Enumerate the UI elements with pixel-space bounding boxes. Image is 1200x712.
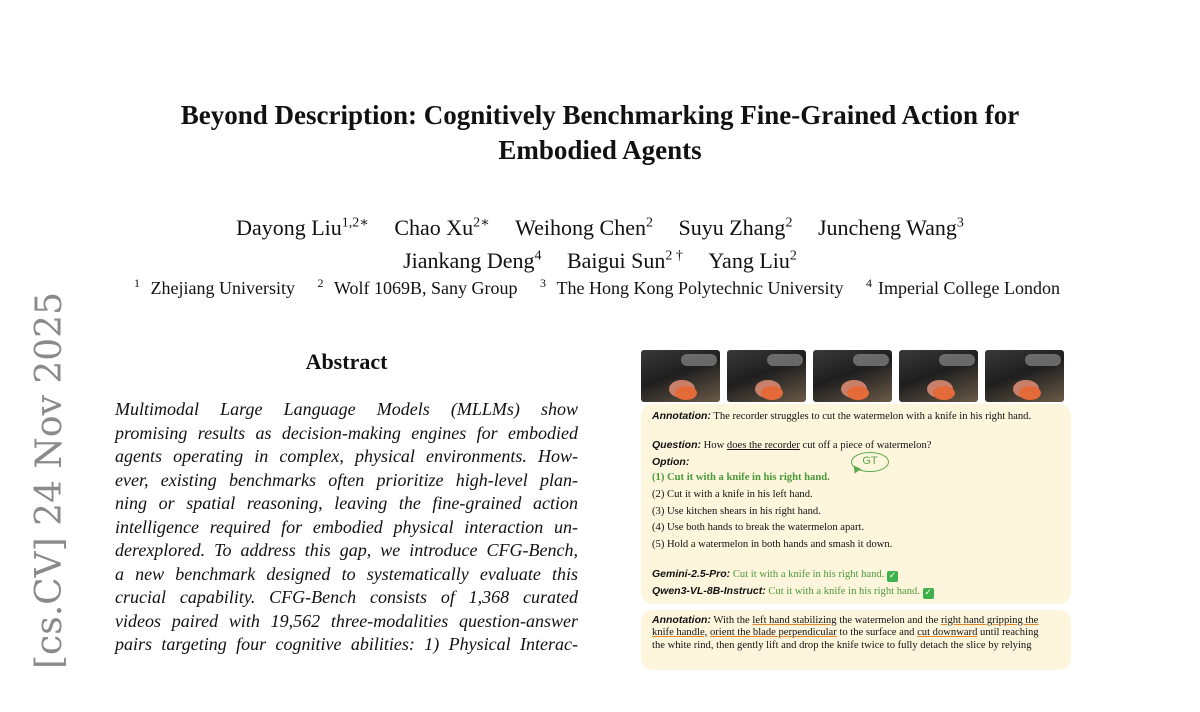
abstract-line: ever, existing benchmarks often prioritize high-level plan- [115, 469, 578, 490]
gt-bubble: GT [851, 452, 889, 472]
check-icon: ✓ [924, 588, 932, 598]
arxiv-stamp: [cs.CV] 24 Nov 2025 [29, 292, 70, 669]
author-line-2 [0, 242, 1200, 274]
video-frame-image [641, 350, 720, 402]
abstract-line: ning or spatial reasoning, leaving the fine-grained action [115, 493, 578, 513]
model-1-answer: Gemini-2.5-Pro: Cut it with a knife in his right hand. ✓ [652, 568, 897, 581]
abstract-line: a new benchmark designed to systematically evaluate this [115, 563, 578, 584]
abstract-line: Multimodal Large Language Models (MLLMs) show [115, 399, 578, 419]
paper-title [0, 98, 1200, 168]
affiliation: $^1$ Zhejiang University [134, 276, 295, 298]
abstract-line: promising results as decision-making engines for embodied [115, 422, 578, 443]
question: Question: How does the recorder cut off a piece of watermelon? [652, 439, 932, 451]
author: Chao $Xu^{2∗}$ [394, 215, 490, 241]
option-5: (5) Hold a watermelon in both hands and smash it down. [652, 539, 893, 550]
affiliation: $^3$ The Hong Kong Polytechnic University [540, 276, 844, 298]
abstract-body [115, 398, 578, 657]
abstract-line: crucial capability. CFG-Bench consists of 1,368 curated [115, 587, 578, 607]
abstract-heading: Abstract [305, 349, 388, 374]
abstract-line: pairs targeting four cognitive abilities: 1) Physical Interac- [115, 634, 578, 654]
abstract-line: agents operating in complex, physical environments. How- [115, 446, 578, 466]
example-panel-annotation [641, 610, 1071, 670]
title-line-1: Beyond Description: Cognitively Benchmarking Fine-Grained Action for [180, 100, 1020, 130]
author: Jiankang Deng$^4$ [403, 247, 542, 273]
option-1-correct: (1) Cut it with a knife in his right hand. [652, 472, 830, 483]
title-line-2: Embodied Agents [498, 135, 702, 165]
author: Yang Liu$^2$ [708, 247, 797, 273]
model-2-answer: Qwen3-VL-8B-Instruct: Cut it with a knife in his right hand. ✓ [652, 585, 932, 598]
annotation-2-line-3: the white rind, then gently lift and drop the knife twice to fully detach the slice by relying [652, 640, 1032, 651]
affiliation: $^2$ Wolf 1069B, Sany Group [317, 276, 518, 298]
option-3: (3) Use kitchen shears in his right hand. [652, 506, 821, 517]
annotation-2-line-2: knife handle, orient the blade perpendicular to the surface and cut downward until reaching [652, 627, 1039, 638]
example-panel-qa [641, 404, 1071, 604]
author: Juncheng Wang$^3$ [817, 215, 964, 241]
video-frame-image [899, 350, 978, 402]
author: Baigui Sun$^{2 \dagger}$ [566, 247, 683, 273]
author-list [0, 210, 1200, 275]
video-frame-image [727, 350, 806, 402]
option-label: Option: [652, 456, 690, 468]
video-frame-image [813, 350, 892, 402]
video-frame-image [985, 350, 1064, 402]
check-icon: ✓ [888, 571, 897, 581]
affiliations [0, 271, 1200, 300]
option-2: (2) Cut it with a knife in his left hand. [652, 489, 813, 500]
author: Suyu Zhang$^2$ [678, 215, 793, 241]
author: Dayong Liu$^{1,2∗}$ [236, 215, 369, 241]
option-4: (4) Use both hands to break the watermelon apart. [652, 522, 865, 533]
video-frames [641, 350, 1065, 402]
annotation-2-line-1: Annotation: With the left hand stabilizing the watermelon and the right hand gripping the [652, 614, 1039, 626]
author-line-1 [0, 210, 1200, 242]
abstract-line: intelligence required for embodied physical interaction un- [115, 516, 578, 537]
affiliation: $^4$ Imperial College London [866, 276, 1060, 298]
abstract-line: derexplored. To address this gap, we introduce CFG-Bench, [115, 540, 578, 560]
annotation-1: Annotation: The recorder struggles to cut the watermelon with a knife in his right hand. [652, 410, 1032, 422]
author: Weihong Chen$^2$ [515, 215, 653, 241]
abstract-line: videos paired with 19,562 three-modalities question-answer [115, 610, 578, 631]
